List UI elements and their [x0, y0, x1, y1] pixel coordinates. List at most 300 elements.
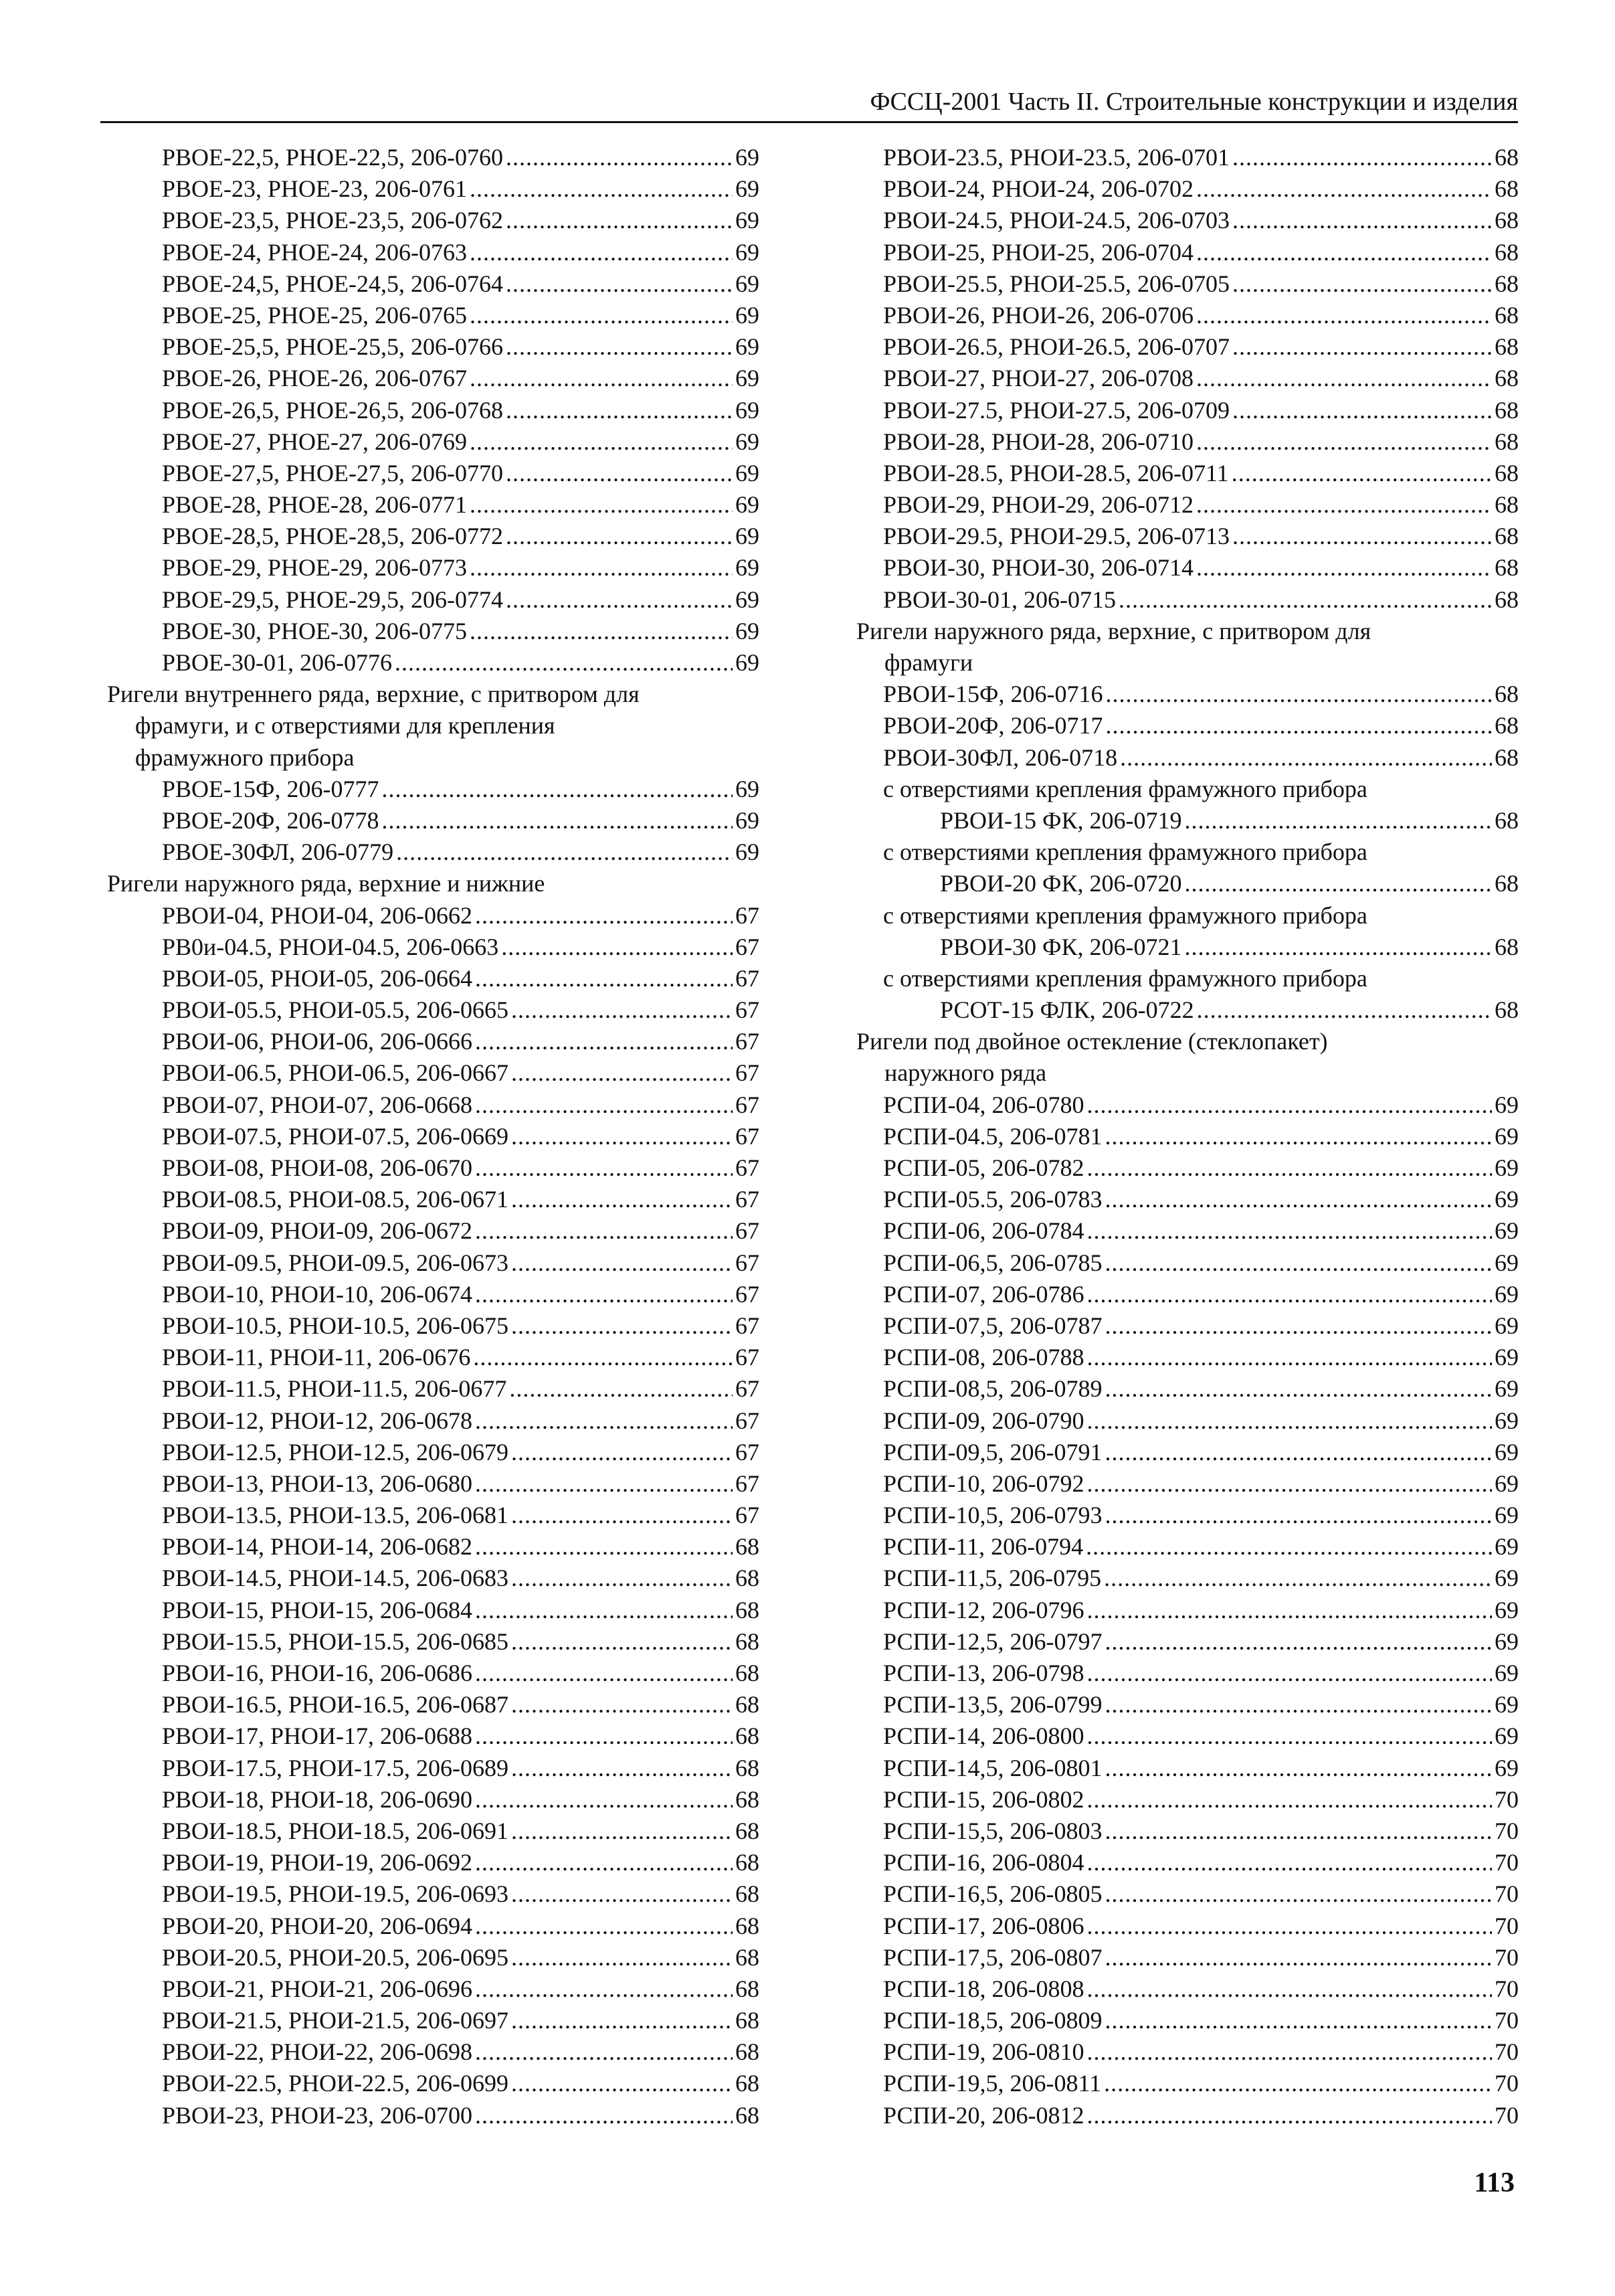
heading-text: с отверстиями крепления фрамужного прибора — [883, 901, 1367, 929]
entry-page-number: 68 — [735, 2070, 759, 2097]
dot-leader — [475, 1405, 733, 1437]
dot-leader — [1105, 1878, 1492, 1910]
heading-text: Ригели внутреннего ряда, верхние, с притвором для — [107, 681, 640, 708]
dot-leader — [506, 331, 733, 363]
index-entry — [107, 2005, 759, 2036]
entry-label: РВОИ-06.5, РНОИ-06.5, 206-0667 — [162, 1059, 509, 1087]
index-heading — [856, 647, 1519, 679]
index-entry — [107, 1753, 759, 1784]
header-divider — [100, 121, 1518, 123]
dot-leader — [511, 1816, 733, 1847]
entry-label: РСПИ-19, 206-0810 — [883, 2038, 1084, 2066]
index-heading — [856, 774, 1519, 805]
entry-page-number: 67 — [735, 964, 759, 992]
index-entry — [856, 2100, 1519, 2131]
heading-text: с отверстиями крепления фрамужного прибора — [883, 838, 1367, 866]
index-entry — [856, 237, 1519, 268]
dot-leader — [475, 2100, 733, 2131]
entry-label: РВОЕ-27,5, РНОЕ-27,5, 206-0770 — [162, 459, 503, 487]
entry-label: РВОИ-13.5, РНОИ-13.5, 206-0681 — [162, 1502, 509, 1529]
index-entry — [107, 205, 759, 236]
entry-label: РВОИ-16.5, РНОИ-16.5, 206-0687 — [162, 1691, 509, 1718]
index-entry — [107, 932, 759, 963]
index-entry — [856, 395, 1519, 426]
entry-page-number: 68 — [1495, 144, 1519, 171]
entry-label: РВОИ-26, РНОИ-26, 206-0706 — [883, 301, 1194, 329]
entry-label: РВОИ-30ФЛ, 206-0718 — [883, 743, 1118, 771]
dot-leader — [1105, 1373, 1492, 1405]
entry-page-number: 67 — [735, 1438, 759, 1466]
dot-leader — [1105, 1626, 1492, 1658]
dot-leader — [1196, 489, 1492, 521]
entry-label: РСПИ-04, 206-0780 — [883, 1091, 1084, 1118]
entry-label: РВОИ-11.5, РНОИ-11.5, 206-0677 — [162, 1375, 507, 1403]
dot-leader — [511, 1689, 733, 1720]
entry-page-number: 69 — [735, 207, 759, 234]
entry-page-number: 70 — [1495, 1785, 1519, 1813]
index-entry — [107, 142, 759, 173]
entry-label: РСПИ-08, 206-0788 — [883, 1344, 1084, 1371]
entry-label: РСПИ-17,5, 206-0807 — [883, 1943, 1103, 1971]
dot-leader — [1232, 521, 1492, 552]
entry-page-number: 68 — [1495, 933, 1519, 960]
dot-leader — [1197, 994, 1492, 1026]
index-entry — [856, 331, 1519, 363]
entry-page-number: 68 — [735, 1565, 759, 1592]
entry-page-number: 68 — [1495, 491, 1519, 519]
entry-label: РСПИ-08,5, 206-0789 — [883, 1375, 1103, 1403]
dot-leader — [1105, 1500, 1492, 1531]
index-entry — [856, 1689, 1519, 1720]
dot-leader — [475, 900, 733, 932]
dot-leader — [1105, 1942, 1492, 1973]
dot-leader — [475, 1531, 733, 1563]
index-entry — [856, 1215, 1519, 1247]
entry-page-number: 68 — [735, 1943, 759, 1971]
index-entry — [856, 1595, 1519, 1626]
entry-label: РСПИ-14, 206-0800 — [883, 1723, 1084, 1750]
dot-leader — [470, 426, 733, 458]
dot-leader — [381, 774, 733, 805]
heading-text: фрамужного прибора — [135, 743, 355, 771]
entry-page-number: 67 — [735, 1344, 759, 1371]
entry-page-number: 67 — [735, 933, 759, 960]
index-entry — [856, 426, 1519, 458]
entry-page-number: 69 — [1495, 1280, 1519, 1308]
dot-leader — [475, 1973, 733, 2005]
entry-page-number: 68 — [735, 2101, 759, 2129]
entry-page-number: 69 — [735, 428, 759, 455]
index-entry — [856, 868, 1519, 899]
entry-page-number: 68 — [735, 1817, 759, 1844]
index-heading — [856, 900, 1519, 932]
index-entry — [107, 1595, 759, 1626]
dot-leader — [1105, 1310, 1492, 1342]
index-entry — [107, 2068, 759, 2099]
entry-label: РСПИ-13,5, 206-0799 — [883, 1691, 1103, 1718]
dot-leader — [475, 1152, 733, 1184]
entry-label: РСПИ-13, 206-0798 — [883, 1660, 1084, 1686]
index-entry — [107, 1973, 759, 2005]
entry-page-number: 68 — [735, 2038, 759, 2066]
dot-leader — [470, 616, 733, 647]
entry-label: РВОИ-28, РНОИ-28, 206-0710 — [883, 428, 1194, 455]
entry-label: РСПИ-18, 206-0808 — [883, 1975, 1084, 2002]
index-entry — [856, 1973, 1519, 2005]
dot-leader — [1105, 1816, 1492, 1847]
entry-page-number: 68 — [735, 1912, 759, 1939]
index-entry — [856, 710, 1519, 741]
dot-leader — [1120, 742, 1492, 774]
dot-leader — [1196, 363, 1492, 394]
entry-page-number: 68 — [1495, 459, 1519, 487]
index-entry — [107, 426, 759, 458]
entry-page-number: 69 — [1495, 1375, 1519, 1403]
entry-page-number: 69 — [1495, 1502, 1519, 1529]
index-entry — [107, 1816, 759, 1847]
entry-label: РВОИ-28.5, РНОИ-28.5, 206-0711 — [883, 459, 1229, 487]
index-entry — [107, 1089, 759, 1121]
index-entry — [856, 679, 1519, 710]
entry-page-number: 68 — [735, 1660, 759, 1686]
entry-label: РВОИ-29.5, РНОИ-29.5, 206-0713 — [883, 523, 1230, 550]
index-entry — [107, 1342, 759, 1373]
entry-page-number: 67 — [735, 1154, 759, 1181]
entry-page-number: 69 — [735, 838, 759, 866]
dot-leader — [475, 1026, 733, 1057]
index-entry — [856, 1911, 1519, 1942]
dot-leader — [475, 1089, 733, 1121]
index-heading — [856, 836, 1519, 868]
entry-label: РВОЕ-26, РНОЕ-26, 206-0767 — [162, 365, 467, 392]
dot-leader — [1104, 1563, 1492, 1594]
index-entry — [107, 300, 759, 331]
entry-page-number: 68 — [1495, 238, 1519, 266]
entry-page-number: 69 — [1495, 1627, 1519, 1655]
dot-leader — [1086, 1152, 1492, 1184]
dot-leader — [1105, 1121, 1492, 1152]
entry-label: РСПИ-18,5, 206-0809 — [883, 2007, 1103, 2034]
index-entry — [107, 521, 759, 552]
dot-leader — [511, 1878, 733, 1910]
entry-page-number: 67 — [735, 1312, 759, 1339]
dot-leader — [511, 1563, 733, 1594]
entry-label: РВОИ-19.5, РНОИ-19.5, 206-0693 — [162, 1880, 509, 1908]
index-entry — [107, 805, 759, 836]
entry-page-number: 68 — [1495, 870, 1519, 897]
dot-leader — [506, 205, 733, 236]
dot-leader — [473, 1342, 733, 1373]
entry-page-number: 67 — [735, 1280, 759, 1308]
entry-label: РВОИ-15.5, РНОИ-15.5, 206-0685 — [162, 1627, 509, 1655]
index-entry — [856, 932, 1519, 963]
entry-label: РСПИ-12, 206-0796 — [883, 1596, 1084, 1623]
dot-leader — [1232, 458, 1492, 489]
entry-label: РВОЕ-22,5, РНОЕ-22,5, 206-0760 — [162, 144, 503, 171]
index-entry — [107, 994, 759, 1026]
entry-label: РСОТ-15 ФЛК, 206-0722 — [940, 996, 1194, 1024]
entry-page-number: 68 — [1495, 301, 1519, 329]
index-entry — [856, 458, 1519, 489]
entry-label: РСПИ-14,5, 206-0801 — [883, 1754, 1103, 1781]
dot-leader — [506, 142, 733, 173]
entry-page-number: 68 — [735, 1691, 759, 1718]
heading-text: с отверстиями крепления фрамужного прибора — [883, 964, 1367, 992]
entry-label: РВОЕ-20Ф, 206-0778 — [162, 806, 379, 834]
entry-label: РВОЕ-23,5, РНОЕ-23,5, 206-0762 — [162, 207, 503, 234]
entry-label: РВОЕ-30ФЛ, 206-0779 — [162, 838, 394, 866]
entry-label: РВОИ-23.5, РНОИ-23.5, 206-0701 — [883, 144, 1230, 171]
index-entry — [107, 458, 759, 489]
entry-label: РВОЕ-26,5, РНОЕ-26,5, 206-0768 — [162, 396, 503, 424]
entry-page-number: 67 — [735, 1249, 759, 1276]
index-entry — [856, 1658, 1519, 1689]
dot-leader — [1105, 710, 1492, 741]
entry-page-number: 67 — [735, 1028, 759, 1055]
entry-page-number: 68 — [1495, 207, 1519, 234]
index-entry — [856, 1720, 1519, 1752]
entry-page-number: 68 — [735, 1754, 759, 1781]
entry-label: РСПИ-09, 206-0790 — [883, 1407, 1084, 1434]
dot-leader — [1184, 868, 1492, 899]
entry-label: РСПИ-19,5, 206-0811 — [883, 2070, 1102, 2097]
entry-label: РВОИ-13, РНОИ-13, 206-0680 — [162, 1470, 473, 1497]
entry-label: РСПИ-05.5, 206-0783 — [883, 1186, 1103, 1213]
index-entry — [107, 268, 759, 300]
entry-label: РВОИ-14, РНОИ-14, 206-0682 — [162, 1533, 473, 1561]
entry-label: РСПИ-15,5, 206-0803 — [883, 1817, 1103, 1844]
entry-page-number: 68 — [1495, 586, 1519, 613]
index-entry — [107, 1215, 759, 1247]
entry-page-number: 67 — [735, 1502, 759, 1529]
heading-text: Ригели под двойное остекление (стеклопакет) — [856, 1028, 1328, 1055]
heading-text: с отверстиями крепления фрамужного прибора — [883, 775, 1367, 802]
dot-leader — [501, 932, 733, 963]
index-entry — [107, 1405, 759, 1437]
dot-leader — [511, 1121, 733, 1152]
index-entry — [107, 1784, 759, 1816]
index-entry — [856, 1500, 1519, 1531]
entry-page-number: 69 — [1495, 1533, 1519, 1561]
dot-leader — [511, 1626, 733, 1658]
dot-leader — [1086, 1911, 1492, 1942]
entry-label: РВОИ-20Ф, 206-0717 — [883, 712, 1103, 739]
entry-page-number: 69 — [1495, 1691, 1519, 1718]
dot-leader — [475, 1279, 733, 1310]
dot-leader — [470, 300, 733, 331]
index-entry — [107, 1500, 759, 1531]
dot-leader — [1232, 395, 1492, 426]
index-entry — [856, 1405, 1519, 1437]
index-heading — [107, 742, 759, 774]
index-entry — [856, 1342, 1519, 1373]
dot-leader — [475, 1720, 733, 1752]
dot-leader — [1105, 1184, 1492, 1215]
entry-page-number: 68 — [1495, 712, 1519, 739]
entry-label: РВОЕ-15Ф, 206-0777 — [162, 775, 379, 802]
entry-label: РСПИ-10, 206-0792 — [883, 1470, 1084, 1497]
entry-label: РВОИ-07.5, РНОИ-07.5, 206-0669 — [162, 1122, 509, 1150]
dot-leader — [1105, 1247, 1492, 1279]
entry-page-number: 69 — [735, 144, 759, 171]
entry-page-number: 70 — [1495, 2038, 1519, 2066]
dot-leader — [1232, 331, 1492, 363]
index-entry — [107, 363, 759, 394]
index-entry — [107, 647, 759, 679]
entry-page-number: 67 — [735, 1059, 759, 1087]
index-entry — [856, 1753, 1519, 1784]
entry-label: РВОИ-04, РНОИ-04, 206-0662 — [162, 901, 473, 929]
index-entry — [107, 1563, 759, 1594]
entry-label: РВОИ-17, РНОИ-17, 206-0688 — [162, 1723, 473, 1750]
entry-page-number: 70 — [1495, 2007, 1519, 2034]
entry-label: РСПИ-20, 206-0812 — [883, 2101, 1084, 2129]
entry-label: РВОИ-25.5, РНОИ-25.5, 206-0705 — [883, 270, 1230, 297]
entry-label: РВ0и-04.5, РНОИ-04.5, 206-0663 — [162, 933, 499, 960]
dot-leader — [470, 173, 733, 205]
entry-page-number: 68 — [735, 1849, 759, 1876]
dot-leader — [506, 458, 733, 489]
dot-leader — [1086, 1468, 1492, 1500]
index-entry — [856, 742, 1519, 774]
entry-label: РВОИ-30-01, 206-0715 — [883, 586, 1116, 613]
dot-leader — [511, 1437, 733, 1468]
dot-leader — [506, 268, 733, 300]
index-entry — [107, 1942, 759, 1973]
entry-label: РВОИ-15 ФК, 206-0719 — [940, 806, 1182, 834]
dot-leader — [506, 521, 733, 552]
index-entry — [107, 774, 759, 805]
dot-leader — [475, 963, 733, 994]
entry-page-number: 67 — [735, 1091, 759, 1118]
index-entry — [856, 521, 1519, 552]
entry-page-number: 69 — [1495, 1754, 1519, 1781]
dot-leader — [506, 584, 733, 616]
dot-leader — [1086, 1279, 1492, 1310]
entry-page-number: 69 — [1495, 1565, 1519, 1592]
index-entry — [107, 1689, 759, 1720]
entry-label: РВОИ-21.5, РНОИ-21.5, 206-0697 — [162, 2007, 509, 2034]
index-heading — [856, 1057, 1519, 1089]
index-entry — [856, 1089, 1519, 1121]
entry-label: РСПИ-05, 206-0782 — [883, 1154, 1084, 1181]
dot-leader — [381, 805, 733, 836]
entry-label: РВОИ-23, РНОИ-23, 206-0700 — [162, 2101, 473, 2129]
index-entry — [107, 836, 759, 868]
dot-leader — [511, 1184, 733, 1215]
entry-label: РВОИ-27.5, РНОИ-27.5, 206-0709 — [883, 396, 1230, 424]
entry-page-number: 69 — [1495, 1091, 1519, 1118]
entry-label: РВОИ-20.5, РНОИ-20.5, 206-0695 — [162, 1943, 509, 1971]
entry-page-number: 69 — [1495, 1344, 1519, 1371]
index-entry — [856, 1279, 1519, 1310]
index-entry — [856, 1626, 1519, 1658]
entry-page-number: 69 — [735, 491, 759, 519]
index-heading — [107, 679, 759, 710]
entry-label: РВОИ-20, РНОИ-20, 206-0694 — [162, 1912, 473, 1939]
index-entry — [107, 1911, 759, 1942]
index-entry — [856, 994, 1519, 1026]
entry-page-number: 67 — [735, 1407, 759, 1434]
index-entry — [856, 1878, 1519, 1910]
index-entry — [107, 584, 759, 616]
dot-leader — [470, 489, 733, 521]
entry-page-number: 68 — [1495, 270, 1519, 297]
dot-leader — [475, 1784, 733, 1816]
index-entry — [856, 584, 1519, 616]
index-entry — [856, 1531, 1519, 1563]
entry-label: РВОИ-30, РНОИ-30, 206-0714 — [883, 554, 1194, 582]
entry-page-number: 69 — [1495, 1470, 1519, 1497]
index-entry — [856, 1247, 1519, 1279]
index-entry — [856, 1942, 1519, 1973]
dot-leader — [1232, 205, 1492, 236]
index-entry — [856, 363, 1519, 394]
dot-leader — [1086, 1215, 1492, 1247]
entry-label: РВОИ-19, РНОИ-19, 206-0692 — [162, 1849, 473, 1876]
entry-page-number: 69 — [1495, 1217, 1519, 1245]
entry-label: РВОЕ-24,5, РНОЕ-24,5, 206-0764 — [162, 270, 503, 297]
entry-label: РСПИ-16, 206-0804 — [883, 1849, 1084, 1876]
entry-label: РВОИ-10, РНОИ-10, 206-0674 — [162, 1280, 473, 1308]
index-entry — [107, 1026, 759, 1057]
dot-leader — [1086, 1973, 1492, 2005]
entry-label: РСПИ-06,5, 206-0785 — [883, 1249, 1103, 1276]
entry-page-number: 70 — [1495, 2070, 1519, 2097]
index-entry — [107, 1878, 759, 1910]
entry-page-number: 69 — [735, 775, 759, 802]
index-entry — [856, 1437, 1519, 1468]
index-entry — [107, 1658, 759, 1689]
entry-label: РВОИ-27, РНОИ-27, 206-0708 — [883, 365, 1194, 392]
index-entry — [107, 1373, 759, 1405]
index-entry — [856, 268, 1519, 300]
dot-leader — [1086, 1784, 1492, 1816]
entry-label: РВОИ-18.5, РНОИ-18.5, 206-0691 — [162, 1817, 509, 1844]
entry-page-number: 67 — [735, 1470, 759, 1497]
entry-label: РВОИ-15Ф, 206-0716 — [883, 681, 1103, 708]
entry-page-number: 68 — [735, 1975, 759, 2002]
entry-page-number: 68 — [735, 1533, 759, 1561]
entry-page-number: 69 — [735, 175, 759, 203]
entry-page-number: 67 — [735, 1375, 759, 1403]
index-entry — [107, 552, 759, 584]
index-entry — [856, 1563, 1519, 1594]
dot-leader — [470, 237, 733, 268]
entry-page-number: 70 — [1495, 2101, 1519, 2129]
index-entry — [107, 1152, 759, 1184]
dot-leader — [1086, 2036, 1492, 2068]
entry-label: РВОИ-22.5, РНОИ-22.5, 206-0699 — [162, 2070, 509, 2097]
entry-label: РСПИ-10,5, 206-0793 — [883, 1502, 1103, 1529]
dot-leader — [511, 1247, 733, 1279]
index-entry — [107, 2036, 759, 2068]
index-entry — [107, 1720, 759, 1752]
dot-leader — [1196, 426, 1492, 458]
dot-leader — [1086, 2100, 1492, 2131]
dot-leader — [470, 363, 733, 394]
entry-page-number: 67 — [735, 1186, 759, 1213]
entry-label: РВОИ-15, РНОИ-15, 206-0684 — [162, 1596, 473, 1623]
entry-page-number: 70 — [1495, 1849, 1519, 1876]
entry-page-number: 67 — [735, 901, 759, 929]
entry-label: РВОИ-30 ФК, 206-0721 — [940, 933, 1182, 960]
entry-label: РВОИ-22, РНОИ-22, 206-0698 — [162, 2038, 473, 2066]
index-column-left — [107, 142, 759, 2131]
entry-page-number: 69 — [1495, 1596, 1519, 1623]
entry-page-number: 69 — [1495, 1122, 1519, 1150]
entry-page-number: 68 — [1495, 428, 1519, 455]
